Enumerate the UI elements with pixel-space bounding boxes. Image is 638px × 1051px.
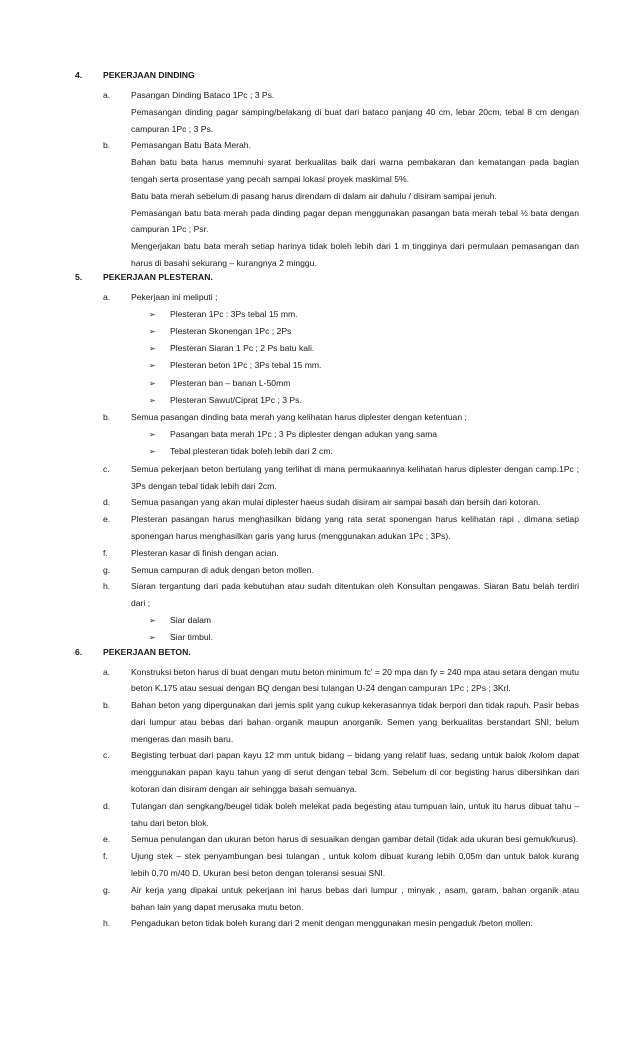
item-text: Semua campuran di aduk dengan beton mollen. <box>131 564 314 575</box>
item-letter: b. <box>103 140 111 151</box>
item-letter: e. <box>103 514 111 525</box>
item-letter: b. <box>103 700 111 711</box>
bullet-item <box>0 323 638 340</box>
item-paragraph: Pemasangan batu bata merah pada dinding pagar depan menggunakan pasangan bata merah tebal ½ bata dengan campuran 1Pc ; Psr. <box>131 207 579 235</box>
list-item <box>0 289 638 306</box>
item-letter: c. <box>103 750 110 761</box>
item-letter: h. <box>103 918 111 929</box>
list-item <box>0 562 638 579</box>
document-page <box>0 70 638 932</box>
arrow-bullet-icon: ➢ <box>149 309 156 319</box>
bullet-item <box>0 357 638 374</box>
item-text: Bahan beton yang dipergunakan dari jemis split yang cukup kekerasannya tidak berpori dan tidak rapuh. Pasir bebas dari lumpur atau bebas dari bahan organik maupun anorganik. Semen yang berkualitas berstandart SNI, belum mengeras dan masih baru. <box>131 700 579 744</box>
list-item <box>0 882 638 916</box>
list-item <box>0 831 638 848</box>
item-text: Ujung stek – stek penyambungan besi tulangan , untuk kolom dibuat kurang lebih 0,05m dan untuk balok kurang lebih 0,70 m/40 D. Ukuran besi beton dengan toleransi sesuai SNI. <box>131 851 579 879</box>
item-letter: h. <box>103 581 111 592</box>
bullet-item <box>0 392 638 409</box>
list-item <box>0 798 638 832</box>
bullet-item <box>0 443 638 460</box>
list-item <box>0 461 638 495</box>
list-item <box>0 409 638 426</box>
arrow-bullet-icon: ➢ <box>149 447 156 457</box>
item-letter: a. <box>103 666 111 677</box>
bullet-text: Plesteran Skonengan 1Pc ; 2Ps <box>170 325 292 336</box>
item-letter: b. <box>103 412 111 423</box>
item-letter: a. <box>103 291 111 302</box>
bullet-item <box>0 612 638 629</box>
item-text: Konstruksi beton harus di buat dengan mutu beton minimum fc’ = 20 mpa dan fy = 240 mpa atau setara dengan mutu beton K.175 atau sesuai dengan BQ dengan besi tulangan U-24 dengan campuran 1Pc ; 2Ps ; 3Krl. <box>131 666 579 694</box>
bullet-text: Plesteran Siaran 1 Pc ; 2 Ps batu kali. <box>170 343 315 354</box>
section-number: 5. <box>75 271 83 282</box>
item-text: Semua penulangan dan ukuran beton harus di sesuaikan dengan gambar detail (tidak ada ukuran besi gemuk/kurus). <box>131 834 579 845</box>
arrow-bullet-icon: ➢ <box>149 344 156 354</box>
item-text: Semua pasangan yang akan mulai diplester haeus sudah disiram air sampai basah dan bersih dari kotoran. <box>131 497 541 508</box>
bullet-text: Plesteran ban – banan L-50mm <box>170 377 291 388</box>
list-item <box>0 545 638 562</box>
arrow-bullet-icon: ➢ <box>149 396 156 406</box>
item-text: Air kerja yang dipakai untuk pekerjaan ini harus bebas dari lumpur , minyak , asam, garam, bahan organik atau bahan lain yang dapat merusaka mutu beton. <box>131 884 579 912</box>
item-letter: d. <box>103 497 111 508</box>
arrow-bullet-icon: ➢ <box>149 326 156 336</box>
arrow-bullet-icon: ➢ <box>149 633 156 643</box>
bullet-text: Plesteran beton 1Pc ; 3Ps tebal 15 mm. <box>170 360 322 371</box>
item-paragraph: Pemasangan dinding pagar samping/belakang di buat dari bataco panjang 40 cm, lebar 20cm, tebal 8 cm dengan campuran 1Pc ; 3 Ps. <box>131 106 579 134</box>
item-text: Pasangan Dinding Bataco 1Pc ; 3 Ps. <box>131 90 275 100</box>
item-text: Tulangan dan sengkang/beugel tidak boleh melekat pada begesting atau tumpuan lain, untuk itu harus dibuat tahu – tahu dari beton blok. <box>131 800 579 828</box>
item-text: Plesteran kasar di finish dengan acian. <box>131 547 279 558</box>
arrow-bullet-icon: ➢ <box>149 361 156 371</box>
section-heading <box>0 647 638 664</box>
bullet-text: Plesteran Sawut/Ciprat 1Pc ; 3 Ps. <box>170 395 302 406</box>
section-heading <box>0 70 638 87</box>
item-text: Siaran tergantung dari pada kebutuhan atau sudah ditentukan oleh Konsultan pengawas. Siaran Batu belah terdiri dari ; <box>131 581 579 609</box>
list-item <box>0 697 638 747</box>
item-paragraph: Batu bata merah sebelum di pasang harus direndam di dalam air dahulu / disiram sampai jenuh. <box>131 190 497 201</box>
item-text: Begisting terbuat dari papan kayu 12 mm untuk bidang – bidang yang relatif luas, sedang untuk balok /kolom dapat menggunakan papan kayu tahun yang di serut dengan tebal 3cm. Sebelum di cor begisting harus dibersihkan dari kotoran dan disiram dengan air sehingga basah semuanya. <box>131 750 579 795</box>
section-number: 4. <box>75 70 83 80</box>
item-paragraph: Bahan batu bata harus memnuhi syarat berkualitas baik dari warna pembakaran dan kematangan pada bagian tengah serta prosentase yang pecah sampai lokasi proyek maskimal 5%. <box>131 157 579 184</box>
bullet-text: Siar dalam <box>170 614 212 625</box>
item-text: Plesteran pasangan harus menghasilkan bidang yang rata serat sponengan harus kelihatan rapi , dimana setiap sponengan harus menghasilkan garis yang lurus (menggunakan adukan 1Pc ; 3Ps). <box>131 514 579 541</box>
section-number: 6. <box>75 646 83 657</box>
bullet-item <box>0 306 638 323</box>
bullet-item <box>0 375 638 392</box>
list-item <box>0 511 638 545</box>
item-letter: g. <box>103 564 111 575</box>
item-letter: c. <box>103 463 110 474</box>
arrow-bullet-icon: ➢ <box>149 430 156 440</box>
document-content <box>0 70 638 932</box>
item-letter: g. <box>103 884 111 895</box>
item-letter: d. <box>103 800 111 811</box>
section-title: PEKERJAAN PLESTERAN. <box>103 271 213 282</box>
list-item <box>0 137 638 154</box>
section-title: PEKERJAAN BETON. <box>103 646 191 657</box>
item-text: Semua pekerjaan beton bertulang yang terlihat di mana permukaannya kelihatan harus diplester dengan camp.1Pc ; 3Ps dengan tebal tidak lebih dari 2cm. <box>131 463 579 491</box>
item-text: Pemasangan Batu Bata Merah. <box>131 140 251 151</box>
item-letter: e. <box>103 834 111 845</box>
item-text: Pengadukan beton tidak boleh kurang dari 2 menit dengan menggunakan mesin pengaduk /beton mollen. <box>131 918 533 929</box>
bullet-text: Siar timbul. <box>170 632 213 643</box>
item-paragraph: Mengerjakan batu bata merah setiap harinya tidak boleh lebih dari 1 m tingginya dari permulaan pemasangan dan harus di basahi sekurang – kurangnya 2 minggu. <box>131 241 579 268</box>
arrow-bullet-icon: ➢ <box>149 378 156 388</box>
list-item <box>0 848 638 882</box>
item-text: Pekerjaan ini meliputi ; <box>131 291 218 302</box>
list-item <box>0 664 638 698</box>
bullet-text: Pasangan bata merah 1Pc ; 3 Ps diplester dengan adukan yang sama <box>170 429 438 440</box>
bullet-item <box>0 629 638 646</box>
item-letter: f. <box>103 851 108 862</box>
bullet-text: Plesteran 1Pc : 3Ps tebal 15 mm. <box>170 308 298 319</box>
list-item <box>0 494 638 511</box>
item-letter: a. <box>103 90 111 100</box>
arrow-bullet-icon: ➢ <box>149 615 156 625</box>
bullet-item <box>0 426 638 443</box>
list-item <box>0 915 638 932</box>
list-item <box>0 747 638 797</box>
section-title: PEKERJAAN DINDING <box>103 70 195 80</box>
list-item <box>0 87 638 104</box>
item-text: Semua pasangan dinding bata merah yang kelihatan harus diplester dengan ketentuan ; <box>131 412 467 423</box>
list-item <box>0 578 638 612</box>
bullet-text: Tebal plesteran tidak boleh lebih dari 2 cm. <box>170 446 333 457</box>
item-letter: f. <box>103 547 108 558</box>
bullet-item <box>0 340 638 357</box>
section-heading <box>0 272 638 289</box>
